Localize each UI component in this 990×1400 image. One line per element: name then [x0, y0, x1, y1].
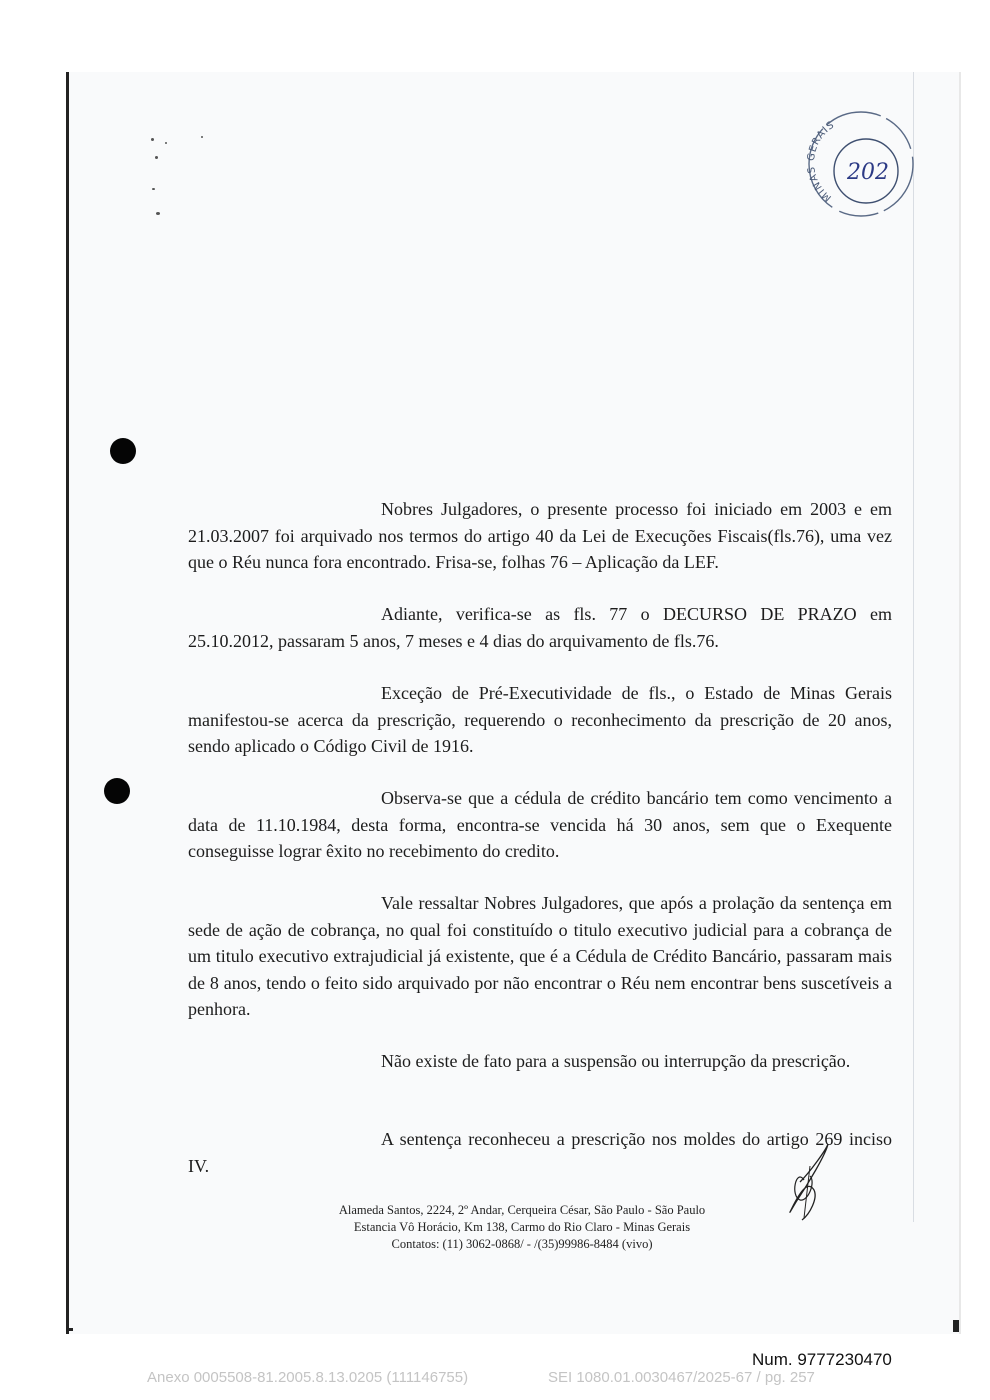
paragraph — [188, 890, 892, 1023]
hole-punch — [110, 438, 136, 464]
footer-address-line: Alameda Santos, 2224, 2º Andar, Cerqueira César, São Paulo - São Paulo — [338, 1203, 706, 1217]
paragraph — [188, 680, 892, 760]
page-edge — [959, 72, 961, 1334]
paragraph — [188, 1048, 892, 1075]
scan-speck — [165, 142, 167, 144]
paragraph-text: Nobres Julgadores, o presente processo foi iniciado em 2003 e em 21.03.2007 foi arquivado nos termos do artigo 40 da Lei de Execuções Fiscais(fls.76), uma vez que o Réu nunca fora encontrado. Frisa-se, folhas 76 – Aplicação da LEF. — [188, 499, 892, 572]
fold-line — [913, 72, 914, 1222]
page-corner-mark — [67, 1328, 73, 1331]
scan-speck — [201, 136, 203, 138]
scan-speck — [151, 138, 154, 141]
paragraph-text: Não existe de fato para a suspensão ou interrupção da prescrição. — [381, 1051, 851, 1071]
footer-contacts-line: Contatos: (11) 3062-0868/ - /(35)99986-8484 (vivo) — [391, 1237, 653, 1251]
paragraph — [188, 601, 892, 654]
paragraph-text: Exceção de Pré-Executividade de fls., o Estado de Minas Gerais manifestou-se acerca da prescrição, requerendo o reconhecimento da prescrição de 20 anos, sendo aplicado o Código Civil de 1916. — [188, 683, 892, 756]
scan-speck — [152, 188, 155, 190]
page-corner-mark — [953, 1320, 959, 1332]
stamp-number: 202 — [847, 160, 889, 185]
stamp-ring-text: MINAS GERAIS — [805, 119, 837, 204]
sei-watermark: SEI 1080.01.0030467/2025-67 / pg. 257 — [548, 1369, 815, 1386]
paragraph-text: A sentença reconheceu a prescrição nos moldes do artigo 269 inciso IV. — [188, 1129, 892, 1176]
document-number: Num. 9777230470 — [752, 1350, 892, 1369]
page-number-stamp — [802, 105, 920, 223]
annex-watermark: Anexo 0005508-81.2005.8.13.0205 (111146755) — [147, 1369, 469, 1386]
footer-address-line: Estancia Vô Horácio, Km 138, Carmo do Rio Claro - Minas Gerais — [353, 1220, 691, 1234]
paragraph-text: Adiante, verifica-se as fls. 77 o DECURSO DE PRAZO em 25.10.2012, passaram 5 anos, 7 meses e 4 dias do arquivamento de fls.76. — [188, 604, 892, 651]
scan-speck — [156, 212, 160, 215]
paragraph-text: Observa-se que a cédula de crédito bancário tem como vencimento a data de 11.10.1984, desta forma, encontra-se vencida há 30 anos, sem que o Exequente conseguisse lograr êxito no recebimento do credito. — [188, 788, 892, 861]
hole-punch — [104, 778, 130, 804]
paragraph — [188, 785, 892, 865]
letterhead-footer — [200, 1202, 844, 1253]
scan-speck — [155, 156, 158, 159]
paragraph-text: Vale ressaltar Nobres Julgadores, que após a prolação da sentença em sede de ação de cobrança, no qual foi constituído o titulo executivo judicial para a cobrança de um titulo executivo extrajudicial já existente, que é a Cédula de Crédito Bancário, passaram mais de 8 anos, tendo o feito sido arquivado por não encontrar o Réu nem encontrar bens suscetíveis a penhora. — [188, 893, 892, 1019]
svg-text:MINAS GERAIS — [806, 119, 837, 203]
paragraph — [188, 496, 892, 576]
